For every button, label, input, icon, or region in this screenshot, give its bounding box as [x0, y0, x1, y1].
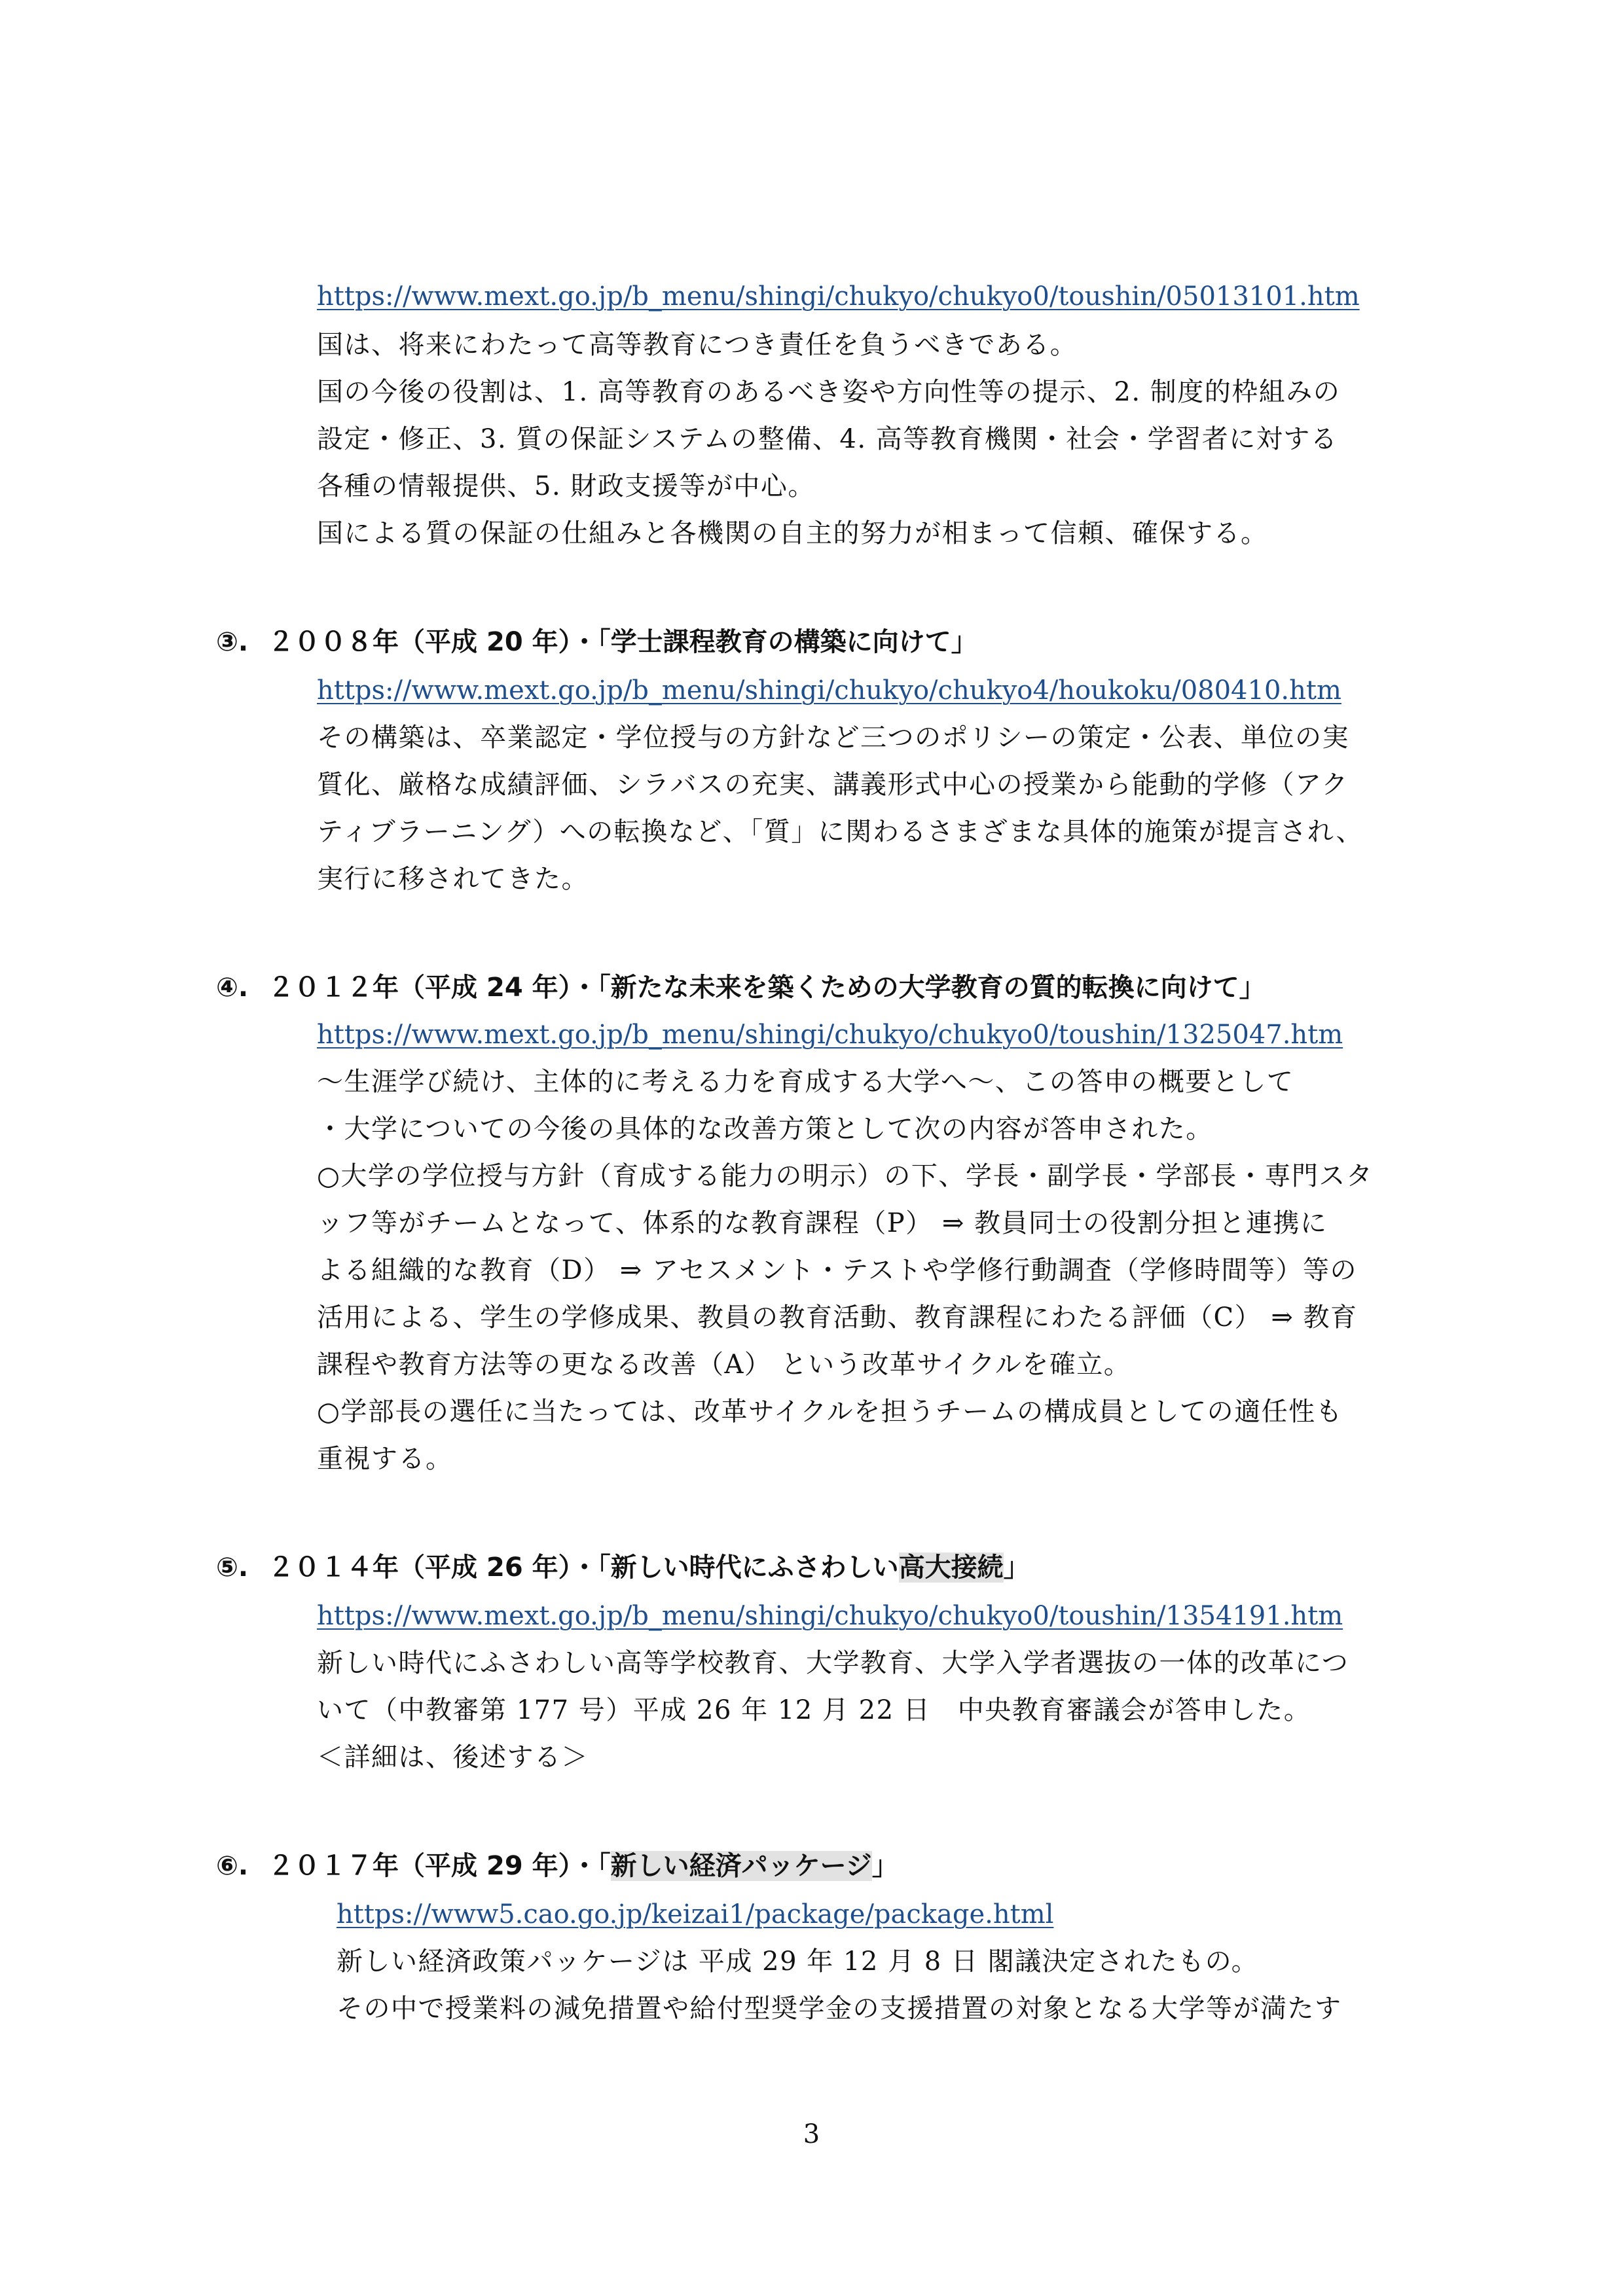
section-number: ⑥. — [216, 1851, 249, 1881]
section-title: ２０１２年（平成 24 年）・「新たな未来を築くための大学教育の質的転換に向けて」 — [268, 973, 1266, 1003]
section-link-2017[interactable]: https://www5.cao.go.jp/keizai1/package/package.html — [337, 1899, 1054, 1929]
intro-text-line: 国による質の保証の仕組みと各機関の自主的努力が相まって信頼、確保する。 — [317, 518, 1268, 548]
intro-link[interactable]: https://www.mext.go.jp/b_menu/shingi/chukyo/chukyo0/toushin/05013101.htm — [317, 281, 1360, 312]
section-text-line: ・大学についての今後の具体的な改善方策として次の内容が答申された。 — [317, 1114, 1213, 1144]
section-title-end: 」 — [871, 1851, 898, 1881]
section-heading-2014 — [216, 1551, 1030, 1584]
section-text-line: 課程や教育方法等の更なる改善（A） という改革サイクルを確立。 — [317, 1350, 1131, 1380]
section-text-line: 質化、厳格な成績評価、シラバスの充実、講義形式中心の授業から能動的学修（アク — [317, 770, 1349, 800]
section-number: ④. — [216, 973, 249, 1003]
section-text-line: 重視する。 — [317, 1444, 453, 1474]
section-text-line: ○学部長の選任に当たっては、改革サイクルを担うチームの構成員としての適任性も — [317, 1397, 1343, 1427]
intro-text-line: 各種の情報提供、5. 財政支援等が中心。 — [317, 471, 815, 501]
section-text-line: ○大学の学位授与方針（育成する能力の明示）の下、学長・副学長・学部長・専門スタ — [317, 1161, 1374, 1191]
intro-text-line: 国は、将来にわたって高等教育につき責任を負うべきである。 — [317, 330, 1078, 360]
highlighted-term: 新しい経済パッケージ — [610, 1851, 872, 1881]
section-number: ⑤. — [216, 1552, 249, 1583]
section-number: ③. — [216, 627, 249, 657]
section-text-line: ＜詳細は、後述する＞ — [317, 1742, 589, 1772]
section-title: ２００８年（平成 20 年）・「学士課程教育の構築に向けて」 — [268, 627, 977, 657]
section-heading-2012 — [216, 971, 1266, 1004]
section-title: ２０１７年（平成 29 年）・「 — [268, 1851, 611, 1881]
section-link-2008[interactable]: https://www.mext.go.jp/b_menu/shingi/chukyo/chukyo4/houkoku/080410.htm — [317, 675, 1341, 706]
section-text-line: ～生涯学び続け、主体的に考える力を育成する大学へ～、この答申の概要として — [317, 1067, 1294, 1097]
section-text-line: ティブラーニング）への転換など、「質」に関わるさまざまな具体的施策が提言され、 — [317, 817, 1364, 847]
section-text-line: 新しい経済政策パッケージは 平成 29 年 12 月 8 日 閣議決定されたもの。 — [337, 1946, 1259, 1977]
page-number: 3 — [803, 2119, 820, 2149]
section-heading-2008 — [216, 626, 977, 658]
section-text-line: 活用による、学生の学修成果、教員の教育活動、教育課程にわたる評価（C） ⇒ 教育 — [317, 1302, 1358, 1333]
section-text-line: その中で授業料の減免措置や給付型奨学金の支援措置の対象となる大学等が満たす — [337, 1994, 1342, 2024]
section-title: ２０１４年（平成 26 年）・「新しい時代にふさわしい — [268, 1552, 899, 1583]
intro-text-line: 設定・修正、3. 質の保証システムの整備、4. 高等教育機関・社会・学習者に対する — [317, 424, 1338, 454]
section-heading-2017 — [216, 1850, 898, 1882]
section-text-line: ッフ等がチームとなって、体系的な教育課程（P） ⇒ 教員同士の役割分担と連携に — [317, 1208, 1328, 1238]
section-link-2014[interactable]: https://www.mext.go.jp/b_menu/shingi/chukyo/chukyo0/toushin/1354191.htm — [317, 1601, 1343, 1631]
section-text-line: 新しい時代にふさわしい高等学校教育、大学教育、大学入学者選抜の一体的改革につ — [317, 1648, 1349, 1678]
section-text-line: よる組織的な教育（D） ⇒ アセスメント・テストや学修行動調査（学修時間等）等の — [317, 1255, 1358, 1285]
section-text-line: 実行に移されてきた。 — [317, 864, 589, 894]
section-text-line: いて（中教審第 177 号）平成 26 年 12 月 22 日 中央教育審議会が答申した。 — [317, 1695, 1311, 1725]
section-link-2012[interactable]: https://www.mext.go.jp/b_menu/shingi/chukyo/chukyo0/toushin/1325047.htm — [317, 1020, 1343, 1050]
section-text-line: その構築は、卒業認定・学位授与の方針など三つのポリシーの策定・公表、単位の実 — [317, 723, 1349, 753]
highlighted-term: 高大接続 — [898, 1552, 1004, 1583]
section-title-end: 」 — [1003, 1552, 1030, 1583]
intro-text-line: 国の今後の役割は、1. 高等教育のあるべき姿や方向性等の提示、2. 制度的枠組みの — [317, 377, 1341, 407]
